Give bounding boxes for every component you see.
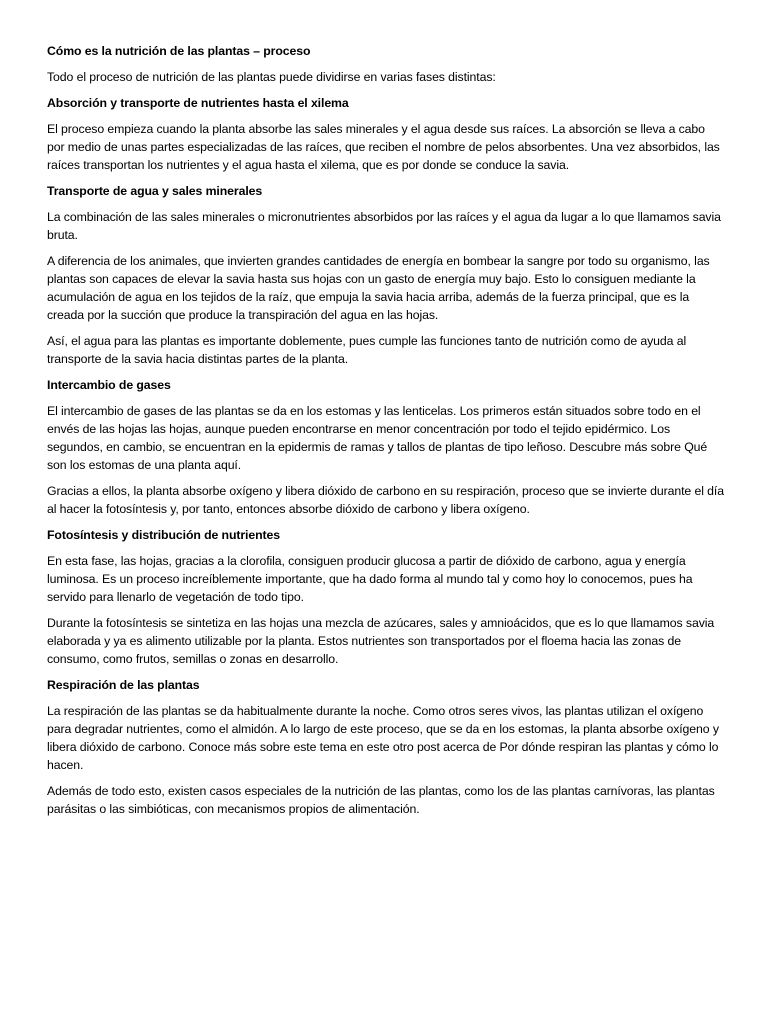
intro-paragraph: Todo el proceso de nutrición de las plantas puede dividirse en varias fases distintas: bbox=[47, 70, 496, 84]
paragraph: Durante la fotosíntesis se sintetiza en las hojas una mezcla de azúcares, sales y amnioácidos, que es lo que llamamos savia elaborada y ya es alimento utilizable por la planta. Estos nutrientes son transportados por el floema hacia las zonas de consumo, como frutos, semillas o zonas en desarrollo. bbox=[47, 616, 715, 666]
section-heading-absorcion: Absorción y transporte de nutrientes hasta el xilema bbox=[47, 96, 349, 110]
paragraph: El intercambio de gases de las plantas se da en los estomas y las lenticelas. Los primeros están situados sobre todo en el envés de las hojas las hojas, aunque pueden encontrarse en menor concentración por todo el tejido epidérmico. Los segundos, en cambio, se encuentran en la epidermis de ramas y tallos de plantas de tipo leñoso. Descubre más sobre Qué son los estomas de una planta aquí. bbox=[47, 404, 708, 472]
paragraph: La respiración de las plantas se da habitualmente durante la noche. Como otros seres vivos, las plantas utilizan el oxígeno para degradar nutrientes, como el almidón. A lo largo de este proceso, que se da en los estomas, la planta absorbe oxígeno y libera dióxido de carbono. Conoce más sobre este tema en este otro post acerca de Por dónde respiran las plantas y cómo lo hacen. bbox=[47, 704, 719, 772]
paragraph: En esta fase, las hojas, gracias a la clorofila, consiguen producir glucosa a partir de dióxido de carbono, agua y energía luminosa. Es un proceso increíblemente importante, que ha dado forma al mundo tal y como hoy lo conocemos, pues ha servido para llenarlo de vegetación de todo tipo. bbox=[47, 554, 693, 604]
document-title: Cómo es la nutrición de las plantas – proceso bbox=[47, 44, 311, 58]
section-heading-respiracion: Respiración de las plantas bbox=[47, 678, 200, 692]
paragraph: Gracias a ellos, la planta absorbe oxígeno y libera dióxido de carbono en su respiración, proceso que se invierte durante el día al hacer la fotosíntesis y, por tanto, entonces absorbe dióxido de carbono y libera oxígeno. bbox=[47, 484, 724, 516]
paragraph: La combinación de las sales minerales o micronutrientes absorbidos por las raíces y el agua da lugar a lo que llamamos savia bruta. bbox=[47, 210, 721, 242]
paragraph: Además de todo esto, existen casos especiales de la nutrición de las plantas, como los de las plantas carnívoras, las plantas parásitas o las simbióticas, con mecanismos propios de alimentación. bbox=[47, 784, 715, 816]
section-heading-transporte: Transporte de agua y sales minerales bbox=[47, 184, 263, 198]
paragraph: El proceso empieza cuando la planta absorbe las sales minerales y el agua desde sus raíces. La absorción se lleva a cabo por medio de unas partes especializadas de las raíces, que reciben el nombre de pelos absorbentes. Una vez absorbidos, las raíces transportan los nutrientes y el agua hasta el xilema, que es por donde se conduce la savia. bbox=[47, 122, 720, 172]
section-heading-intercambio: Intercambio de gases bbox=[47, 378, 171, 392]
section-heading-fotosintesis: Fotosíntesis y distribución de nutrientes bbox=[47, 528, 280, 542]
paragraph: Así, el agua para las plantas es importante doblemente, pues cumple las funciones tanto de nutrición como de ayuda al transporte de la savia hacia distintas partes de la planta. bbox=[47, 334, 687, 366]
paragraph: A diferencia de los animales, que invierten grandes cantidades de energía en bombear la sangre por todo su organismo, las plantas son capaces de elevar la savia hasta sus hojas con un gasto de energía muy bajo. Esto lo consiguen mediante la acumulación de agua en los tejidos de la raíz, que empuja la savia hacia arriba, además de la fuerza principal, que es la creada por la succión que produce la transpiración del agua en las hojas. bbox=[47, 254, 710, 322]
